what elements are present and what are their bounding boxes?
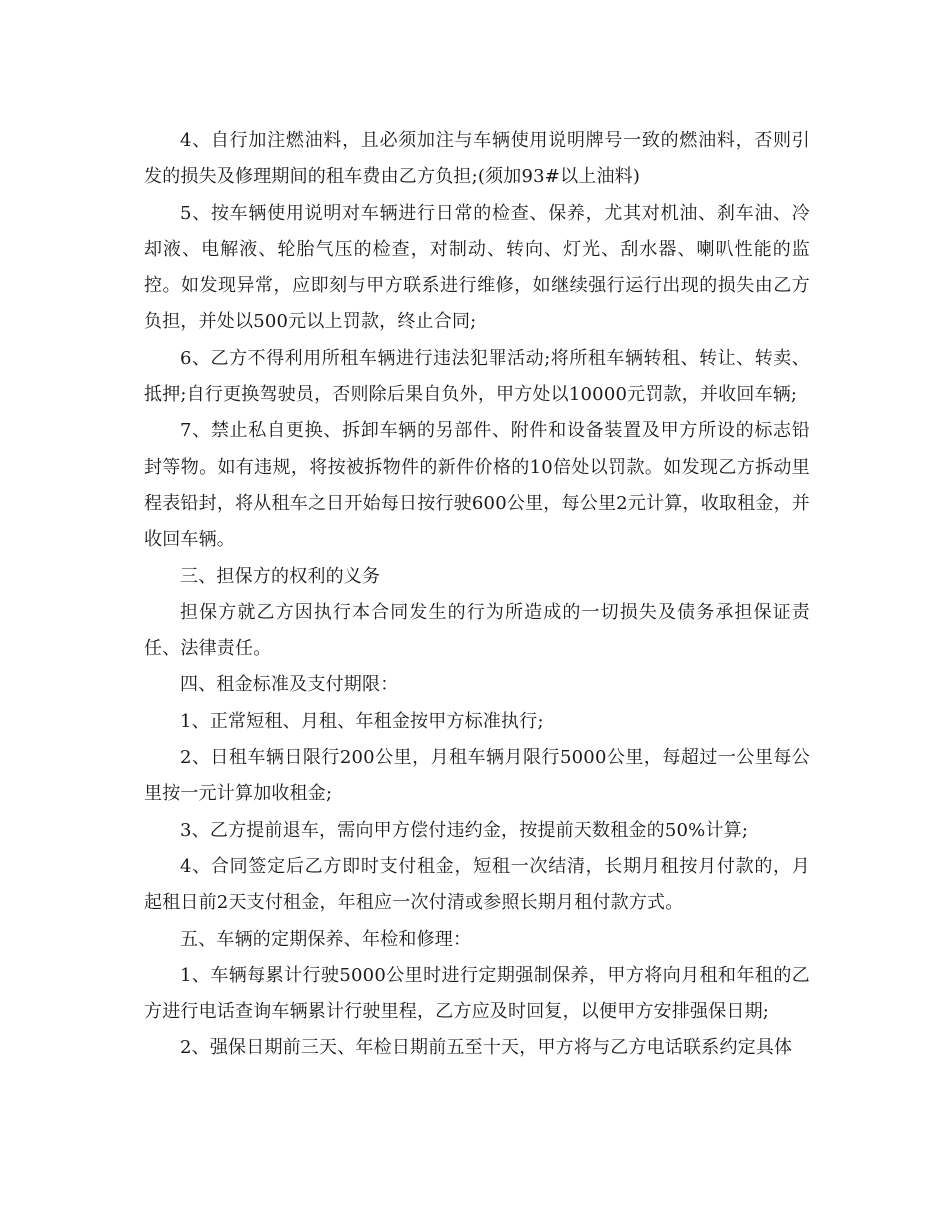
rent-clause-1: 1、正常短租、月租、年租金按甲方标准执行; [180,710,544,732]
maintenance-clause-1: 1、车辆每累计行驶5000公里时进行定期强制保养，甲方将向月租和年租的乙方进行电话查询车辆累计行驶里程，乙方应及时回复，以便甲方安排强保日期; [144,964,810,1023]
guarantor-liability: 担保方就乙方因执行本合同发生的行为所造成的一切损失及债务承担保证责任、法律责任。 [144,601,810,660]
section-heading-maintenance: 五、车辆的定期保养、年检和修理： [180,928,472,950]
rent-clause-2: 2、日租车辆日限行200公里，月租车辆月限行5000公里，每超过一公里每公里按一元计算加收租金; [144,747,810,805]
clause-7-parts-removal: 7、禁止私自更换、拆卸车辆的另部件、附件和设备装置及甲方所设的标志铅封等物。如有违规，将按被拆物件的新件价格的10倍处以罚款。如发现乙方拆动里程表铅封，将从租车之日开始每日按行驶600公里，每公里2元计算，收取租金，并收回车辆。 [144,420,810,551]
clause-5-maintenance-check: 5、按车辆使用说明对车辆进行日常的检查、保养，尤其对机油、刹车油、冷却液、电解液、轮胎气压的检查，对制动、转向、灯光、刮水器、喇叭性能的监控。如发现异常，应即刻与甲方联系进行维修，如继续强行运行出现的损失由乙方负担，并处以500元以上罚款，终止合同; [144,202,810,333]
rent-clause-4: 4、合同签定后乙方即时支付租金，短租一次结清，长期月租按月付款的，月起租日前2天支付租金，年租应一次付清或参照长期月租付款方式。 [144,855,810,914]
document-body [144,123,810,1067]
section-heading-rent: 四、租金标准及支付期限： [180,674,399,696]
section-heading-guarantor: 三、担保方的权利的义务 [180,565,381,587]
maintenance-clause-2: 2、强保日期前三天、年检日期前五至十天，甲方将与乙方电话联系约定具体 [180,1037,793,1059]
rent-clause-3: 3、乙方提前退车，需向甲方偿付违约金，按提前天数租金的50%计算; [180,819,749,841]
clause-6-illegal-use: 6、乙方不得利用所租车辆进行违法犯罪活动;将所租车辆转租、转让、转卖、抵押;自行更换驾驶员，否则除后果自负外，甲方处以10000元罚款，并收回车辆; [144,347,810,406]
clause-4-fuel: 4、自行加注燃油料，且必须加注与车辆使用说明牌号一致的燃油料，否则引发的损失及修理期间的租车费由乙方负担;(须加93#以上油料) [144,130,810,188]
